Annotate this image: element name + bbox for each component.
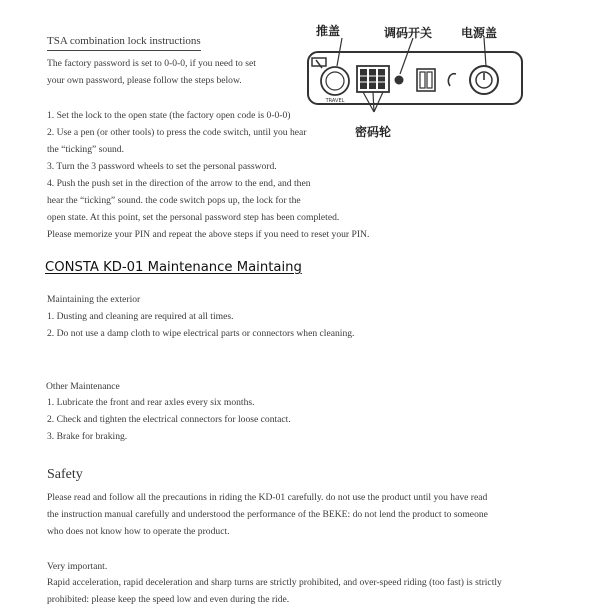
tsa-step-line: Please memorize your PIN and repeat the above steps if you need to reset your PIN. xyxy=(47,229,370,240)
svg-text:TRAVEL: TRAVEL xyxy=(325,98,345,104)
exterior-heading: Maintaining the exterior xyxy=(47,294,141,305)
tsa-intro-line: your own password, please follow the steps below. xyxy=(47,75,242,86)
tsa-step-line: 3. Turn the 3 password wheels to set the personal password. xyxy=(47,161,277,172)
tsa-step-line: 4. Push the push set in the direction of the arrow to the end, and then xyxy=(47,178,311,189)
push-slider-icon xyxy=(312,58,349,104)
tsa-step-line: 1. Set the lock to the open state (the factory open code is 0-0-0) xyxy=(47,110,291,121)
diagram-label-code-wheels: 密码轮 xyxy=(355,125,392,139)
tsa-lock-diagram xyxy=(300,20,530,145)
safety-paragraph-line: Please read and follow all the precautions in riding the KD-01 carefully. do not use the product until you have read xyxy=(47,492,488,503)
safety-paragraph-line: the instruction manual carefully and understood the performance of the BEKE: do not lend the product to someone xyxy=(47,509,488,520)
power-cover-icon xyxy=(470,66,498,94)
safety-title: Safety xyxy=(47,467,83,482)
diagram-label-power-cover: 电源盖 xyxy=(461,26,498,40)
tsa-step-line: open state. At this point, set the personal password step has been completed. xyxy=(47,212,340,223)
code-switch-icon xyxy=(395,76,404,85)
diagram-label-code-switch: 调码开关 xyxy=(384,26,433,40)
safety-paragraph-line: who does not know how to operate the product. xyxy=(47,526,230,537)
tsa-intro-line: The factory password is set to 0-0-0, if you need to set xyxy=(47,58,256,69)
hook-icon xyxy=(448,74,456,86)
exterior-item: 1. Dusting and cleaning are required at all times. xyxy=(47,311,234,322)
tsa-title: TSA combination lock instructions xyxy=(47,33,201,51)
tsa-step-line: hear the “ticking” sound. the code switch pops up, the lock for the xyxy=(47,195,301,206)
other-maintenance-item: 2. Check and tighten the electrical connectors for loose contact. xyxy=(47,414,291,425)
other-maintenance-item: 3. Brake for braking. xyxy=(47,431,128,442)
other-maintenance-item: 1. Lubricate the front and rear axles every six months. xyxy=(47,397,255,408)
tsa-step-line: 2. Use a pen (or other tools) to press the code switch, until you hear xyxy=(47,127,307,138)
digit-window-icon xyxy=(417,69,435,91)
diagram-label-push: 推盖 xyxy=(316,24,341,38)
other-maintenance-heading: Other Maintenance xyxy=(46,381,120,392)
important-line: Rapid acceleration, rapid deceleration and sharp turns are strictly prohibited, and over-speed riding (too fast) is strictly xyxy=(47,577,502,588)
maintenance-title: CONSTA KD-01 Maintenance Maintaing xyxy=(45,260,302,275)
code-wheels-icon xyxy=(357,66,389,92)
important-line: prohibited: please keep the speed low and even during the ride. xyxy=(47,594,290,605)
exterior-item: 2. Do not use a damp cloth to wipe electrical parts or connectors when cleaning. xyxy=(47,328,355,339)
important-heading: Very important. xyxy=(47,561,108,572)
tsa-step-line: the “ticking” sound. xyxy=(47,144,124,155)
